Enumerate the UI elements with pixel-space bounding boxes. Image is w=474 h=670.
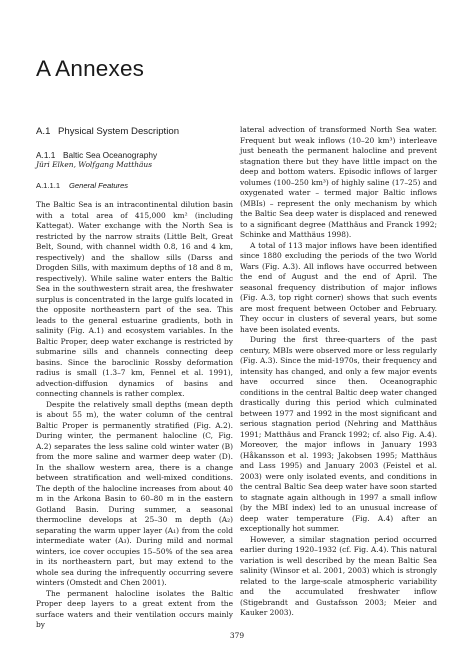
page-number: 379 xyxy=(229,631,245,640)
chapter-title: A Annexes xyxy=(36,56,145,81)
left-column xyxy=(36,125,233,631)
subsubsection-heading xyxy=(36,181,233,192)
body-paragraph: lateral advection of transformed North Sea water. Frequent but weak inflows (10–20 km³) interleave just beneath the permanent halocline and prevent stagnation there but they have little impact on the deep and bottom waters. Episodic inflows of larger volumes (100–250 km³) of highly saline (17–25) and oxygenated water – termed major Baltic inflows (MBIs) – represent the only mechanism by which the Baltic Sea deep water is displaced and renewed to a significant degree (Matthäus and Franck 1992; Schinke and Matthäus 1998). xyxy=(240,125,437,239)
subsection-heading xyxy=(36,150,233,161)
right-column xyxy=(240,125,437,619)
body-paragraph: The Baltic Sea is an intracontinental dilution basin with a total area of 415,000 km² (including Kattegat). Water exchange with the North Sea is restricted by the narrow straits (Little Belt, Great Belt, Sound, with channel width 0.8, 16 and 4 km, respectively) and the shallow sills (Darss and Drogden Sills, with maximum depths of 18 and 8 m, respectively). While saline water enters the Baltic Sea in the southwestern strait area, the freshwater surplus is concentrated in the large gulfs located in the opposite northeastern part of the sea. This leads to the general estuarine gradients, both in salinity (Fig. A.1) and ecosystem variables. In the Baltic Proper, deep water exchange is restricted by submarine sills and channels connecting deep basins. Since the baroclinic Rossby deformation radius is small (1.3–7 km, Fennel et al. 1991), advection-diffusion dynamics of basins and connecting channels is rather complex. xyxy=(36,200,233,398)
subsection-title: Baltic Sea Oceanography xyxy=(63,149,158,160)
body-paragraph: However, a similar stagnation period occurred earlier during 1920–1932 (cf. Fig. A.4). This natural variation is well described by the mean Baltic Sea salinity (Winsor et al. 2001, 2003) which is strongly related to the large-scale atmospheric variability and the accumulated freshwater inflow (Stigebrandt and Gustafsson 2003; Meier and Kauker 2003). xyxy=(240,534,437,617)
section-number: A.1 xyxy=(36,126,51,137)
subsubsection-number: A.1.1.1 xyxy=(36,180,61,190)
body-paragraph: Despite the relatively small depths (mean depth is about 55 m), the water column of the central Baltic Proper is permanently stratified (Fig. A.2). During winter, the permanent halocline (C, Fig. A.2) separates the less saline cold winter water (B) from the more saline and warmer deep water (D). In the shallow western area, there is a change between stratification and well-mixed conditions. The depth of the halocline increases from about 40 m in the Arkona Basin to 60–80 m in the eastern Gotland Basin. During summer, a seasonal thermocline develops at 25–30 m depth (A₂) separating the warm upper layer (A₁) from the cold intermediate water (A₃). During mild and normal winters, ice cover occupies 15–50% of the sea area in its northeastern part, but may extend to the whole sea during the infrequently occurring severe winters (Omstedt and Chen 2001). xyxy=(36,399,233,587)
section-title: Physical System Description xyxy=(58,126,180,137)
subsection-number: A.1.1 xyxy=(36,149,56,160)
subsubsection-title: General Features xyxy=(69,180,129,190)
section-heading xyxy=(36,127,233,138)
body-paragraph: A total of 113 major inflows have been identified since 1880 excluding the periods of the two World Wars (Fig. A.3). All inflows have occurred between the end of August and the end of April. The seasonal frequency distribution of major inflows (Fig. A.3, top right corner) shows that such events are most frequent between October and February. They occur in clusters of several years, but some have been isolated events. xyxy=(240,240,437,334)
body-paragraph: During the first three-quarters of the past century, MBIs were observed more or less regularly (Fig. A.3). Since the mid-1970s, their frequency and intensity has changed, and only a few major events have occurred since then. Oceanographic conditions in the central Baltic deep water changed drastically during this period which culminated between 1977 and 1992 in the most significant and serious stagnation period (Nehring and Matthäus 1991; Matthäus and Franck 1992; cf. also Fig. A.4). Moreover, the major inflows in January 1993 (Håkansson et al. 1993; Jakobsen 1995; Matthäus and Lass 1995) and January 2003 (Feistel et al. 2003) were only isolated events, and conditions in the central Baltic Sea deep water have soon started to stagnate again although in 1997 a small inflow (by the MBI index) led to an unusual increase of deep water temperature (Fig. A.4) after an exceptionally hot summer. xyxy=(240,335,437,533)
body-paragraph: The permanent halocline isolates the Baltic Proper deep layers to a great extent from the surface waters and their ventilation occurs mainly by xyxy=(36,588,233,629)
authors: Jüri Elken, Wolfgang Matthäus xyxy=(36,160,153,169)
